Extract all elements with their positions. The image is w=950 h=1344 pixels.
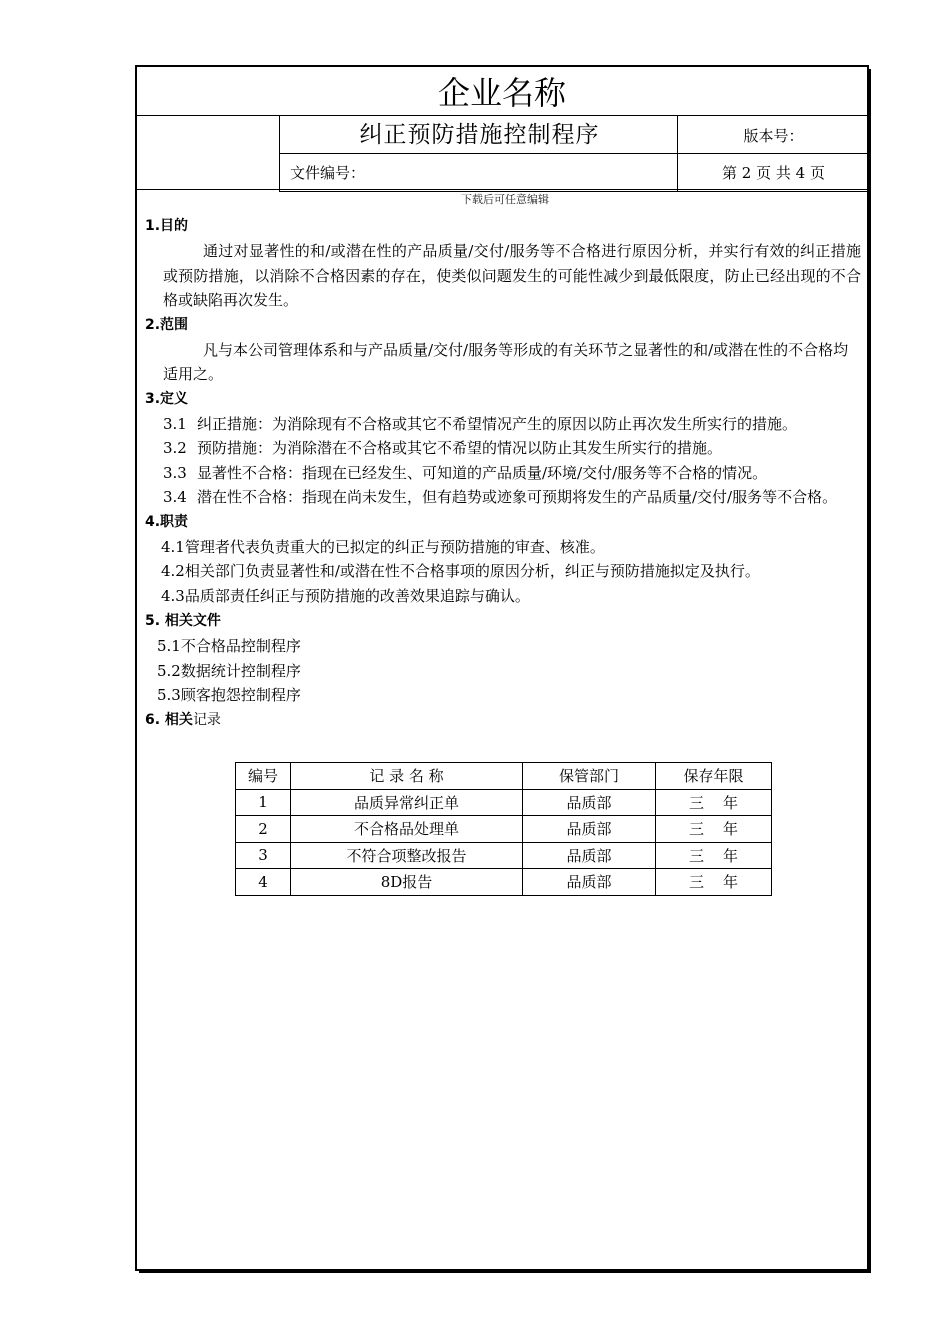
definition-number: 3.4 xyxy=(163,488,187,506)
table-cell: 品质部 xyxy=(523,842,656,869)
table-row xyxy=(236,869,772,896)
section-2-heading: 2.范围 xyxy=(145,316,189,333)
section-1-text: 通过对显著性的和/或潜在性的产品质量/交付/服务等不合格进行原因分析，并实行有效的纠正措施或预防措施，以消除不合格因素的存在，使类似问题发生的可能性减少到最低限度，防止已经出现的不合格或缺陷再次发生。 xyxy=(163,242,861,309)
responsibility-item: 4.1管理者代表负责重大的已拟定的纠正与预防措施的审查、核准。 xyxy=(161,537,605,556)
table-header-cell: 保管部门 xyxy=(523,763,656,790)
table-cell: 品质异常纠正单 xyxy=(291,789,523,816)
table-header-row xyxy=(236,763,772,790)
table-cell: 1 xyxy=(236,789,291,816)
frame-shadow-right xyxy=(868,69,871,1273)
definition-item xyxy=(145,412,861,437)
company-name: 企业名称 xyxy=(437,74,566,112)
section-6-heading-tail: 记录 xyxy=(192,712,221,729)
definition-number: 3.1 xyxy=(163,414,187,433)
section-2-text: 凡与本公司管理体系和与产品质量/交付/服务等形成的有关环节之显著性的和/或潜在性的不合格均适用之。 xyxy=(163,340,849,383)
section-4-heading: 4.职责 xyxy=(145,513,189,530)
frame-shadow-bottom xyxy=(139,1270,871,1273)
table-cell: 4 xyxy=(236,869,291,896)
table-cell: 8D报告 xyxy=(291,869,523,896)
table-cell: 三 年 xyxy=(656,842,772,869)
definition-text: 纠正措施：为消除现有不合格或其它不希望情况产生的原因以防止再次发生所实行的措施。 xyxy=(197,414,798,433)
definition-text: 预防措施：为消除潜在不合格或其它不希望的情况以防止其发生所实行的措施。 xyxy=(197,439,723,457)
records-table xyxy=(235,762,772,896)
definition-item xyxy=(145,436,861,461)
related-document-item: 5.2数据统计控制程序 xyxy=(157,661,301,680)
section-3-heading: 3.定义 xyxy=(145,390,189,407)
table-header-cell: 编号 xyxy=(236,763,291,790)
table-cell: 三 年 xyxy=(656,869,772,896)
related-document-item: 5.1不合格品控制程序 xyxy=(157,636,301,655)
section-6-heading xyxy=(145,708,861,733)
section-5-heading: 5. 相关文件 xyxy=(145,612,221,629)
download-note: 下载后可任意编辑 xyxy=(461,193,549,206)
table-row xyxy=(236,842,772,869)
section-6-heading-main: 6. 相关 xyxy=(145,712,193,729)
table-cell: 三 年 xyxy=(656,789,772,816)
definition-text: 潜在性不合格：指现在尚未发生，但有趋势或迹象可预期将发生的产品质量/交付/服务等不合格。 xyxy=(197,488,838,506)
header-vline-2 xyxy=(677,115,678,191)
table-row xyxy=(236,789,772,816)
table-header-cell: 记 录 名 称 xyxy=(291,763,523,790)
related-document-item: 5.3顾客抱怨控制程序 xyxy=(157,686,301,705)
file-number-label: 文件编号： xyxy=(290,164,366,182)
table-cell: 不符合项整改报告 xyxy=(291,842,523,869)
header-divider-1 xyxy=(135,115,869,116)
table-cell: 品质部 xyxy=(523,869,656,896)
table-cell: 三 年 xyxy=(656,816,772,843)
table-cell: 不合格品处理单 xyxy=(291,816,523,843)
table-header-cell: 保存年限 xyxy=(656,763,772,790)
header-divider-3 xyxy=(135,189,869,190)
definition-number: 3.2 xyxy=(163,439,187,457)
page-info: 第 2 页 共 4 页 xyxy=(722,164,825,182)
document-title: 纠正预防措施控制程序 xyxy=(359,122,600,148)
header-divider-2 xyxy=(279,153,869,154)
document-body xyxy=(145,214,861,733)
table-cell: 2 xyxy=(236,816,291,843)
definition-item xyxy=(145,461,861,486)
responsibility-item: 4.2相关部门负责显著性和/或潜在性不合格事项的原因分析，纠正与预防措施拟定及执行。 xyxy=(161,562,760,581)
header-vline-1 xyxy=(279,115,280,192)
table-cell: 品质部 xyxy=(523,816,656,843)
definition-text: 显著性不合格：指现在已经发生、可知道的产品质量/环境/交付/服务等不合格的情况。 xyxy=(197,463,768,482)
definition-item xyxy=(145,485,861,510)
definition-number: 3.3 xyxy=(163,463,187,482)
section-1-heading: 1.目的 xyxy=(145,218,189,234)
table-row xyxy=(236,816,772,843)
table-cell: 3 xyxy=(236,842,291,869)
table-cell: 品质部 xyxy=(523,789,656,816)
version-label: 版本号： xyxy=(743,127,804,145)
responsibility-item: 4.3品质部责任纠正与预防措施的改善效果追踪与确认。 xyxy=(161,587,530,606)
